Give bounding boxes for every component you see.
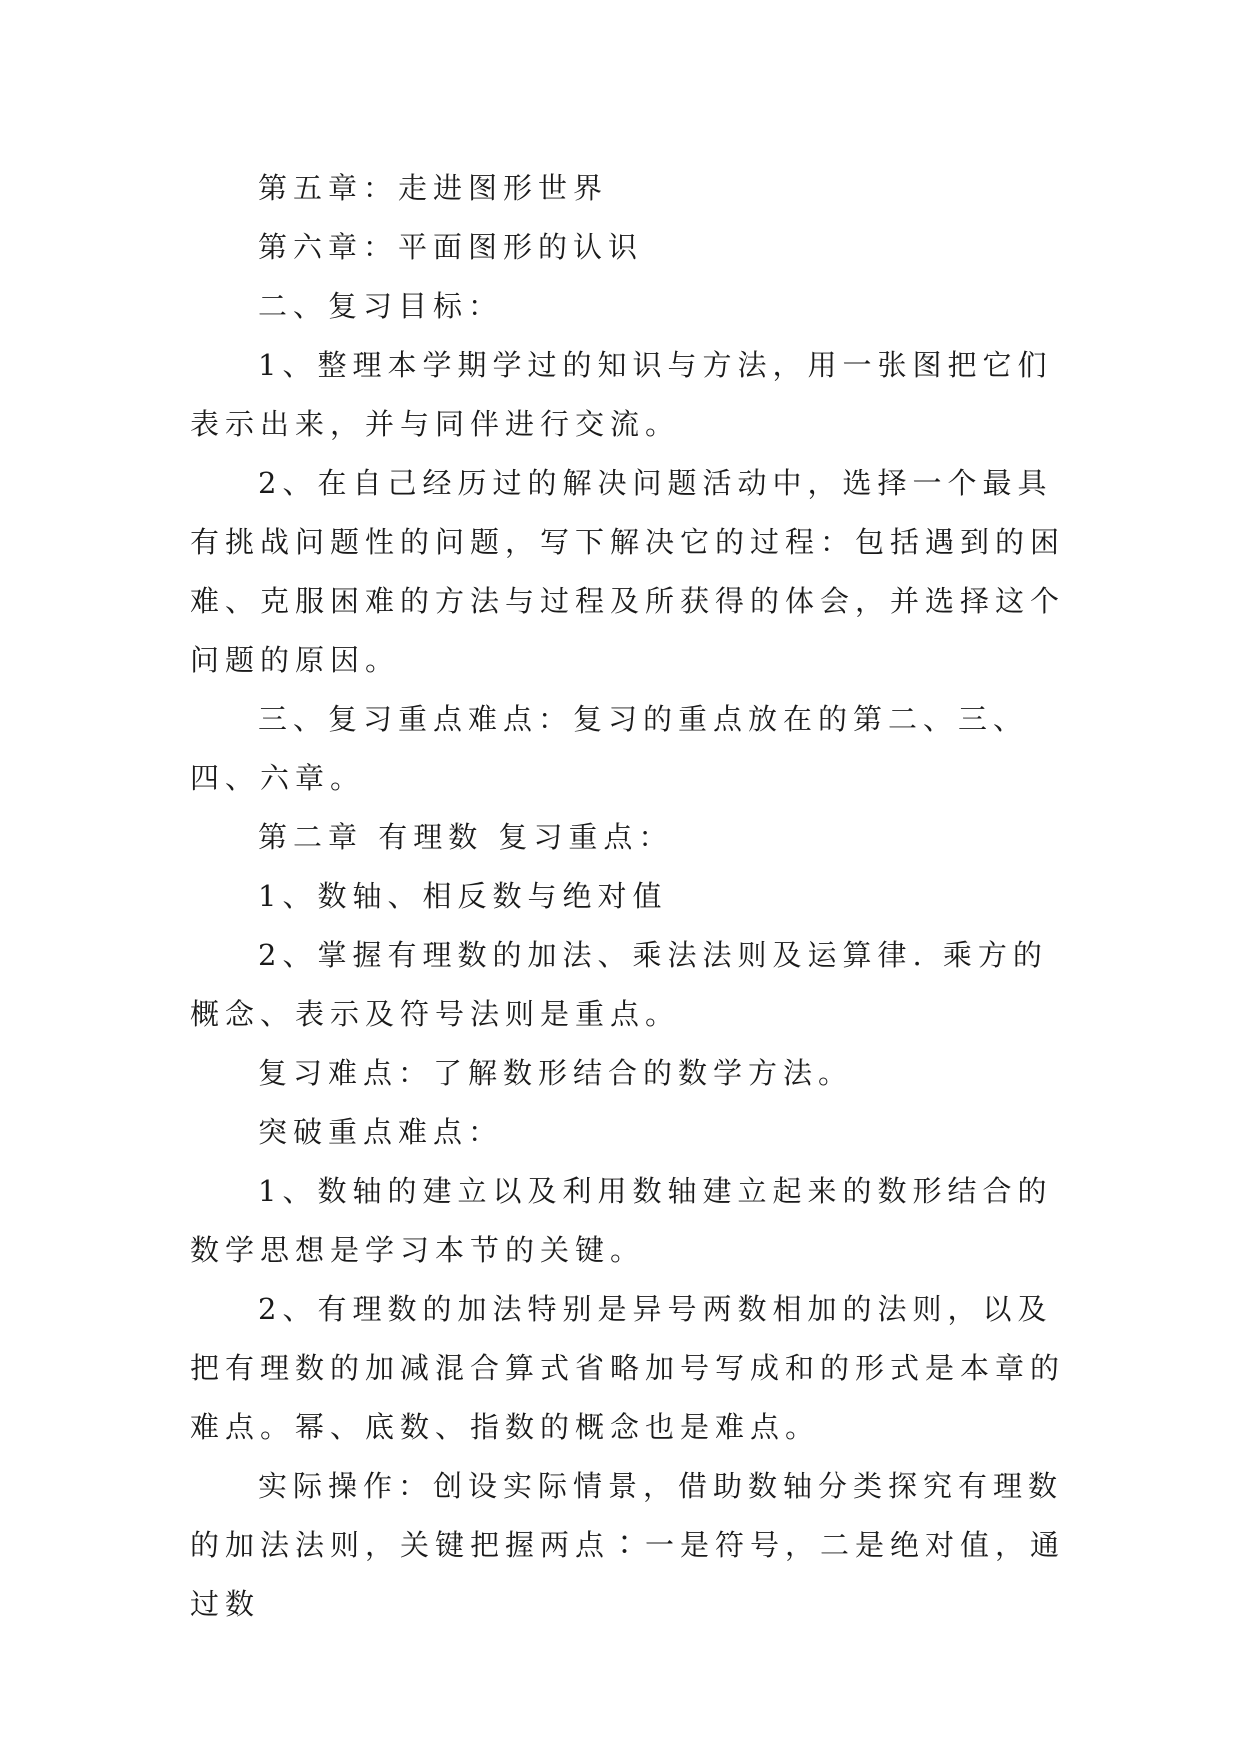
paragraph-goal-2: 2、在自己经历过的解决问题活动中，选择一个最具有挑战问题性的问题，写下解决它的过程：包括遇到的困难、克服困难的方法与过程及所获得的体会，并选择这个问题的原因。 <box>190 466 1066 677</box>
paragraph-goal-1: 1、整理本学期学过的知识与方法，用一张图把它们表示出来，并与同伴进行交流。 <box>190 348 1053 441</box>
paragraph-difficulty: 复习难点：了解数形结合的数学方法。 <box>258 1056 854 1090</box>
paragraph-key-point-2: 2、掌握有理数的加法、乘法法则及运算律. 乘方的概念、表示及符号法则是重点。 <box>190 938 1048 1031</box>
paragraph-chapter-6: 第六章：平面图形的认识 <box>258 230 644 264</box>
document-body <box>190 159 1065 1634</box>
paragraph-practice: 实际操作：创设实际情景，借助数轴分类探究有理数的加法法则，关键把握两点∶一是符号，二是绝对值，通过数 <box>190 1469 1066 1621</box>
paragraph-chapter-5: 第五章：走进图形世界 <box>258 171 609 205</box>
paragraph-breakthrough-2: 2、有理数的加法特别是异号两数相加的法则，以及把有理数的加减混合算式省略加号写成和的形式是本章的难点。幂、底数、指数的概念也是难点。 <box>190 1292 1066 1444</box>
paragraph-chapter-2-key-points: 第二章 有理数 复习重点： <box>258 820 674 854</box>
paragraph-review-goals-heading: 二、复习目标： <box>258 289 504 323</box>
paragraph-key-point-1: 1、数轴、相反数与绝对值 <box>258 879 668 913</box>
paragraph-breakthrough-1: 1、数轴的建立以及利用数轴建立起来的数形结合的数学思想是学习本节的关键。 <box>190 1174 1053 1267</box>
paragraph-breakthrough-heading: 突破重点难点： <box>258 1115 504 1149</box>
paragraph-key-points-heading: 三、复习重点难点：复习的重点放在的第二、三、四、六章。 <box>190 702 1029 795</box>
